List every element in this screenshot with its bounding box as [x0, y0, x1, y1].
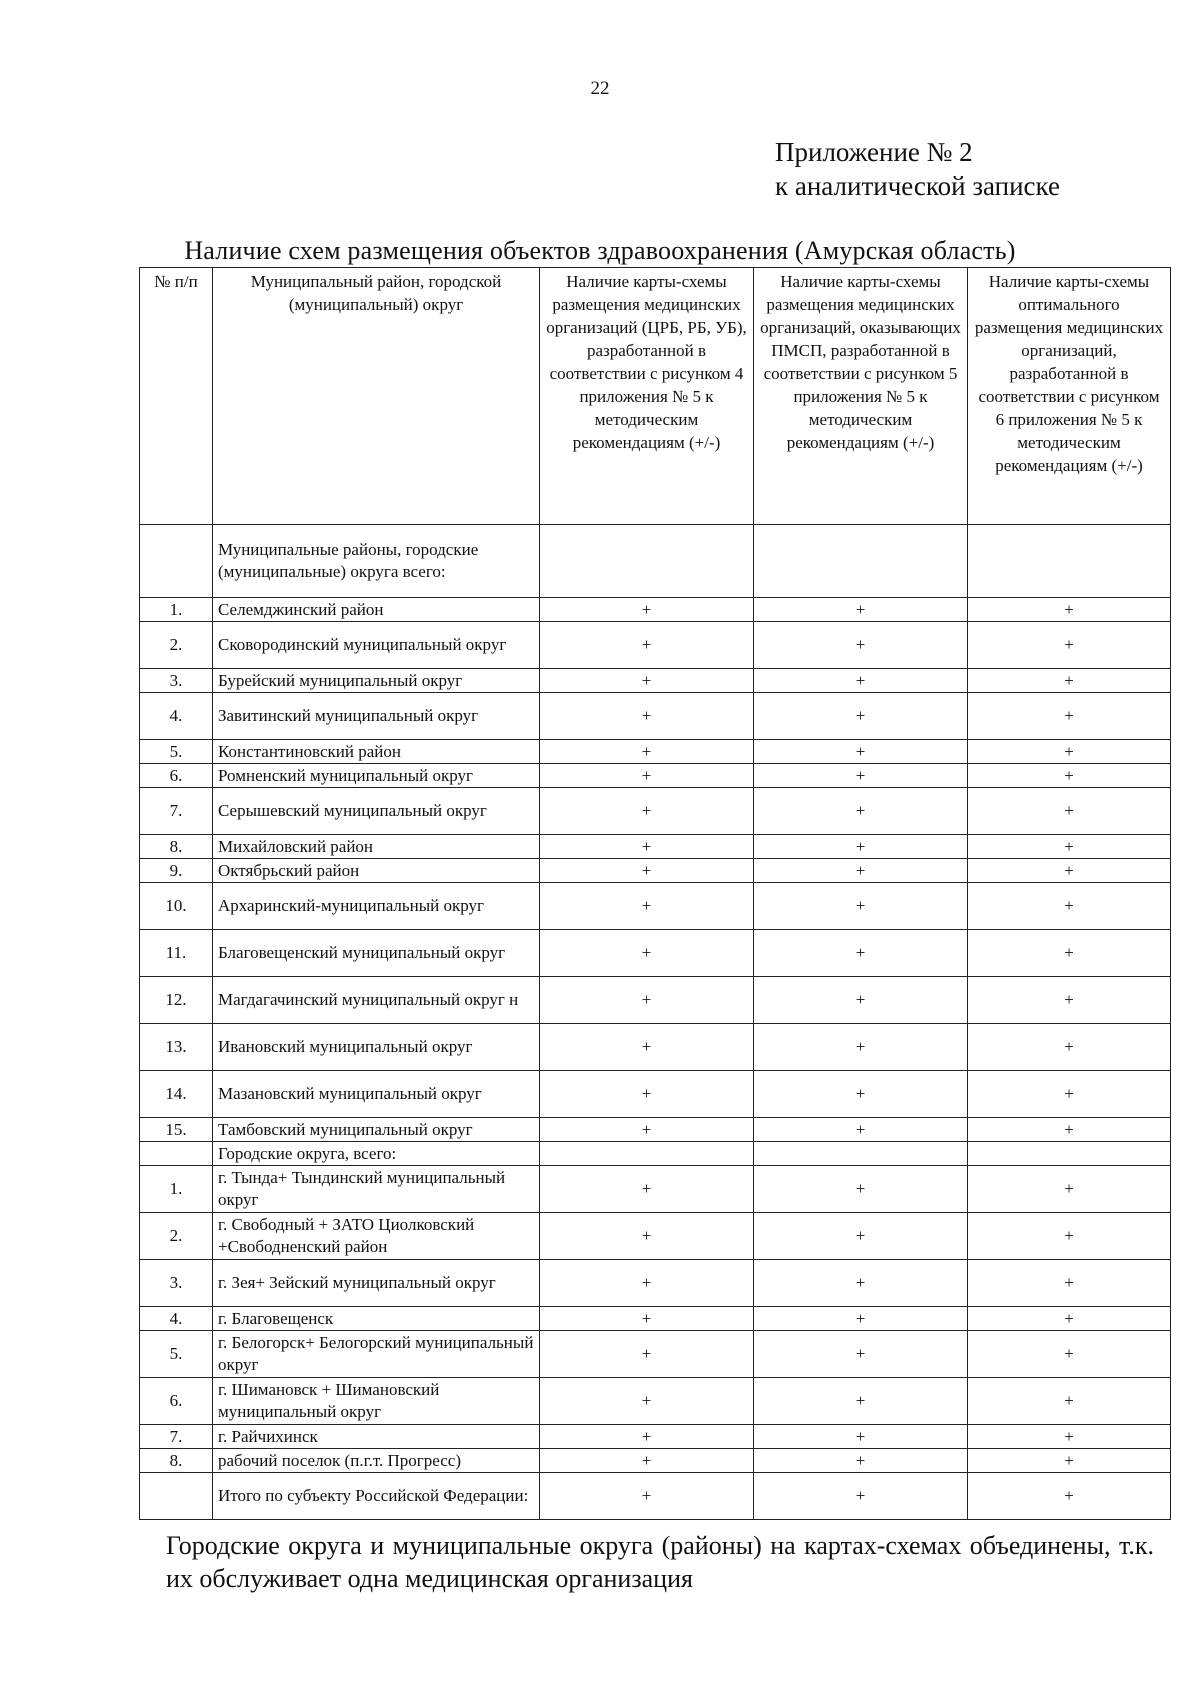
map-crb-cell: + — [540, 1378, 754, 1425]
row-number-cell: 4. — [140, 1307, 213, 1331]
district-name-cell: Муниципальные районы, городские (муниципальные) округа всего: — [213, 525, 540, 598]
map-crb-cell: + — [540, 1425, 754, 1449]
table-body — [140, 268, 1171, 1520]
table-row — [140, 1213, 1171, 1260]
map-crb-cell: + — [540, 835, 754, 859]
table-row — [140, 598, 1171, 622]
map-crb-cell: + — [540, 930, 754, 977]
map-crb-cell: + — [540, 859, 754, 883]
district-name-cell: Магдагачинский муниципальный округ н — [213, 977, 540, 1024]
row-number-cell: 13. — [140, 1024, 213, 1071]
row-number-cell: 7. — [140, 1425, 213, 1449]
row-number-cell — [140, 1473, 213, 1520]
header-cell-map-crb: Наличие карты-схемы размещения медицинских организаций (ЦРБ, РБ, УБ), разработанной в соответствии с рисунком 4 приложения № 5 к методическим рекомендациям (+/-) — [540, 268, 754, 525]
map-optimal-cell — [968, 1142, 1171, 1166]
map-optimal-cell: + — [968, 835, 1171, 859]
map-pmsp-cell: + — [754, 788, 968, 835]
map-pmsp-cell: + — [754, 930, 968, 977]
table-row — [140, 764, 1171, 788]
district-name-cell: Октябрьский район — [213, 859, 540, 883]
table-row — [140, 1425, 1171, 1449]
district-name-cell: г. Тында+ Тындинский муниципальный округ — [213, 1166, 540, 1213]
map-pmsp-cell: + — [754, 693, 968, 740]
row-number-cell: 8. — [140, 835, 213, 859]
district-name-cell: Михайловский район — [213, 835, 540, 859]
row-number-cell: 14. — [140, 1071, 213, 1118]
district-name-cell: Сковородинский муниципальный округ — [213, 622, 540, 669]
map-crb-cell: + — [540, 693, 754, 740]
map-crb-cell: + — [540, 1260, 754, 1307]
map-optimal-cell: + — [968, 1118, 1171, 1142]
map-pmsp-cell — [754, 1142, 968, 1166]
map-pmsp-cell: + — [754, 740, 968, 764]
map-crb-cell: + — [540, 740, 754, 764]
district-name-cell: Завитинский муниципальный округ — [213, 693, 540, 740]
map-crb-cell: + — [540, 1331, 754, 1378]
table-row — [140, 1024, 1171, 1071]
map-crb-cell: + — [540, 764, 754, 788]
row-number-cell: 7. — [140, 788, 213, 835]
map-crb-cell: + — [540, 883, 754, 930]
district-name-cell: Мазановский муниципальный округ — [213, 1071, 540, 1118]
district-name-cell: Благовещенский муниципальный округ — [213, 930, 540, 977]
district-name-cell: г. Благовещенск — [213, 1307, 540, 1331]
table-row — [140, 669, 1171, 693]
row-number-cell: 9. — [140, 859, 213, 883]
table-row — [140, 1307, 1171, 1331]
district-name-cell: г. Шимановск + Шимановский муниципальный округ — [213, 1378, 540, 1425]
map-pmsp-cell: + — [754, 1473, 968, 1520]
row-number-cell: 6. — [140, 1378, 213, 1425]
row-number-cell: 5. — [140, 740, 213, 764]
table-row — [140, 1378, 1171, 1425]
row-number-cell: 3. — [140, 669, 213, 693]
table-row — [140, 788, 1171, 835]
footnote: Городские округа и муниципальные округа (районы) на картах-схемах объединены, т.к. их обслуживает одна медицинская организация — [166, 1531, 1154, 1593]
map-optimal-cell: + — [968, 1260, 1171, 1307]
document-title: Наличие схем размещения объектов здравоохранения (Амурская область) — [184, 236, 1016, 265]
district-name-cell: Итого по субъекту Российской Федерации: — [213, 1473, 540, 1520]
map-optimal-cell: + — [968, 859, 1171, 883]
map-crb-cell: + — [540, 1024, 754, 1071]
table-row — [140, 693, 1171, 740]
map-pmsp-cell: + — [754, 598, 968, 622]
map-optimal-cell: + — [968, 740, 1171, 764]
map-crb-cell: + — [540, 669, 754, 693]
header-cell-number: № п/п — [140, 268, 213, 525]
map-optimal-cell: + — [968, 693, 1171, 740]
row-number-cell — [140, 1142, 213, 1166]
map-optimal-cell: + — [968, 1024, 1171, 1071]
map-pmsp-cell: + — [754, 669, 968, 693]
map-optimal-cell: + — [968, 930, 1171, 977]
header-cell-map-optimal: Наличие карты-схемы оптимального размещения медицинских организаций, разработанной в соответствии с рисунком 6 приложения № 5 к методическим рекомендациям (+/-) — [968, 268, 1171, 525]
district-name-cell: Ромненский муниципальный округ — [213, 764, 540, 788]
map-pmsp-cell: + — [754, 1260, 968, 1307]
row-number-cell: 8. — [140, 1449, 213, 1473]
table-row — [140, 1118, 1171, 1142]
map-optimal-cell: + — [968, 1378, 1171, 1425]
table-row — [140, 1142, 1171, 1166]
map-crb-cell: + — [540, 788, 754, 835]
district-name-cell: Бурейский муниципальный округ — [213, 669, 540, 693]
row-number-cell: 2. — [140, 1213, 213, 1260]
map-pmsp-cell: + — [754, 764, 968, 788]
map-optimal-cell: + — [968, 1307, 1171, 1331]
map-crb-cell: + — [540, 598, 754, 622]
header-cell-map-pmsp: Наличие карты-схемы размещения медицинских организаций, оказывающих ПМСП, разработанной в соответствии с рисунком 5 приложения № 5 к методическим рекомендациям (+/-) — [754, 268, 968, 525]
map-pmsp-cell: + — [754, 1213, 968, 1260]
row-number-cell: 11. — [140, 930, 213, 977]
map-pmsp-cell: + — [754, 1071, 968, 1118]
map-crb-cell — [540, 1142, 754, 1166]
table-row — [140, 1449, 1171, 1473]
district-name-cell: рабочий поселок (п.г.т. Прогресс) — [213, 1449, 540, 1473]
row-number-cell: 5. — [140, 1331, 213, 1378]
row-number-cell: 15. — [140, 1118, 213, 1142]
map-optimal-cell: + — [968, 883, 1171, 930]
appendix-label — [775, 135, 1060, 203]
row-number-cell: 6. — [140, 764, 213, 788]
district-name-cell: г. Белогорск+ Белогорский муниципальный округ — [213, 1331, 540, 1378]
table-row — [140, 883, 1171, 930]
map-optimal-cell: + — [968, 598, 1171, 622]
map-crb-cell: + — [540, 1307, 754, 1331]
table-row — [140, 930, 1171, 977]
appendix-line-2: к аналитической записке — [775, 171, 1060, 201]
map-optimal-cell: + — [968, 1331, 1171, 1378]
row-number-cell: 3. — [140, 1260, 213, 1307]
district-name-cell: г. Райчихинск — [213, 1425, 540, 1449]
district-name-cell: г. Зея+ Зейский муниципальный округ — [213, 1260, 540, 1307]
map-crb-cell: + — [540, 1166, 754, 1213]
district-name-cell: Архаринский-муниципальный округ — [213, 883, 540, 930]
map-optimal-cell — [968, 525, 1171, 598]
map-pmsp-cell: + — [754, 1331, 968, 1378]
table-row — [140, 1260, 1171, 1307]
map-pmsp-cell: + — [754, 835, 968, 859]
map-crb-cell: + — [540, 622, 754, 669]
map-crb-cell — [540, 525, 754, 598]
map-optimal-cell: + — [968, 1473, 1171, 1520]
map-pmsp-cell: + — [754, 1118, 968, 1142]
map-pmsp-cell: + — [754, 1378, 968, 1425]
table-row — [140, 622, 1171, 669]
district-name-cell: Ивановский муниципальный округ — [213, 1024, 540, 1071]
map-pmsp-cell: + — [754, 1024, 968, 1071]
map-crb-cell: + — [540, 977, 754, 1024]
map-pmsp-cell: + — [754, 1166, 968, 1213]
map-crb-cell: + — [540, 1473, 754, 1520]
table-row — [140, 1331, 1171, 1378]
map-optimal-cell: + — [968, 1071, 1171, 1118]
table-row — [140, 977, 1171, 1024]
district-name-cell: Константиновский район — [213, 740, 540, 764]
map-optimal-cell: + — [968, 1213, 1171, 1260]
table-row — [140, 525, 1171, 598]
table-row — [140, 835, 1171, 859]
row-number-cell: 1. — [140, 598, 213, 622]
map-optimal-cell: + — [968, 1166, 1171, 1213]
map-crb-cell: + — [540, 1118, 754, 1142]
map-optimal-cell: + — [968, 1449, 1171, 1473]
page-number: 22 — [590, 78, 610, 99]
map-optimal-cell: + — [968, 669, 1171, 693]
table-header-row — [140, 268, 1171, 525]
map-crb-cell: + — [540, 1449, 754, 1473]
row-number-cell: 10. — [140, 883, 213, 930]
map-optimal-cell: + — [968, 977, 1171, 1024]
row-number-cell: 4. — [140, 693, 213, 740]
appendix-line-1: Приложение № 2 — [775, 137, 973, 167]
district-name-cell: Серышевский муниципальный округ — [213, 788, 540, 835]
district-name-cell: Городские округа, всего: — [213, 1142, 540, 1166]
table-row — [140, 1473, 1171, 1520]
table-row — [140, 1071, 1171, 1118]
map-pmsp-cell: + — [754, 1425, 968, 1449]
map-pmsp-cell: + — [754, 977, 968, 1024]
table-row — [140, 740, 1171, 764]
header-cell-district: Муниципальный район, городской (муниципальный) округ — [213, 268, 540, 525]
table-row — [140, 859, 1171, 883]
map-crb-cell: + — [540, 1071, 754, 1118]
map-crb-cell: + — [540, 1213, 754, 1260]
district-name-cell: Тамбовский муниципальный округ — [213, 1118, 540, 1142]
map-pmsp-cell: + — [754, 622, 968, 669]
map-optimal-cell: + — [968, 788, 1171, 835]
district-name-cell: г. Свободный + ЗАТО Циолковский +Свободненский район — [213, 1213, 540, 1260]
map-pmsp-cell: + — [754, 859, 968, 883]
map-pmsp-cell: + — [754, 883, 968, 930]
map-optimal-cell: + — [968, 1425, 1171, 1449]
table-row — [140, 1166, 1171, 1213]
map-optimal-cell: + — [968, 622, 1171, 669]
row-number-cell — [140, 525, 213, 598]
row-number-cell: 2. — [140, 622, 213, 669]
map-pmsp-cell: + — [754, 1449, 968, 1473]
district-name-cell: Селемджинский район — [213, 598, 540, 622]
map-optimal-cell: + — [968, 764, 1171, 788]
health-facilities-table — [139, 267, 1171, 1520]
row-number-cell: 1. — [140, 1166, 213, 1213]
map-pmsp-cell: + — [754, 1307, 968, 1331]
row-number-cell: 12. — [140, 977, 213, 1024]
map-pmsp-cell — [754, 525, 968, 598]
